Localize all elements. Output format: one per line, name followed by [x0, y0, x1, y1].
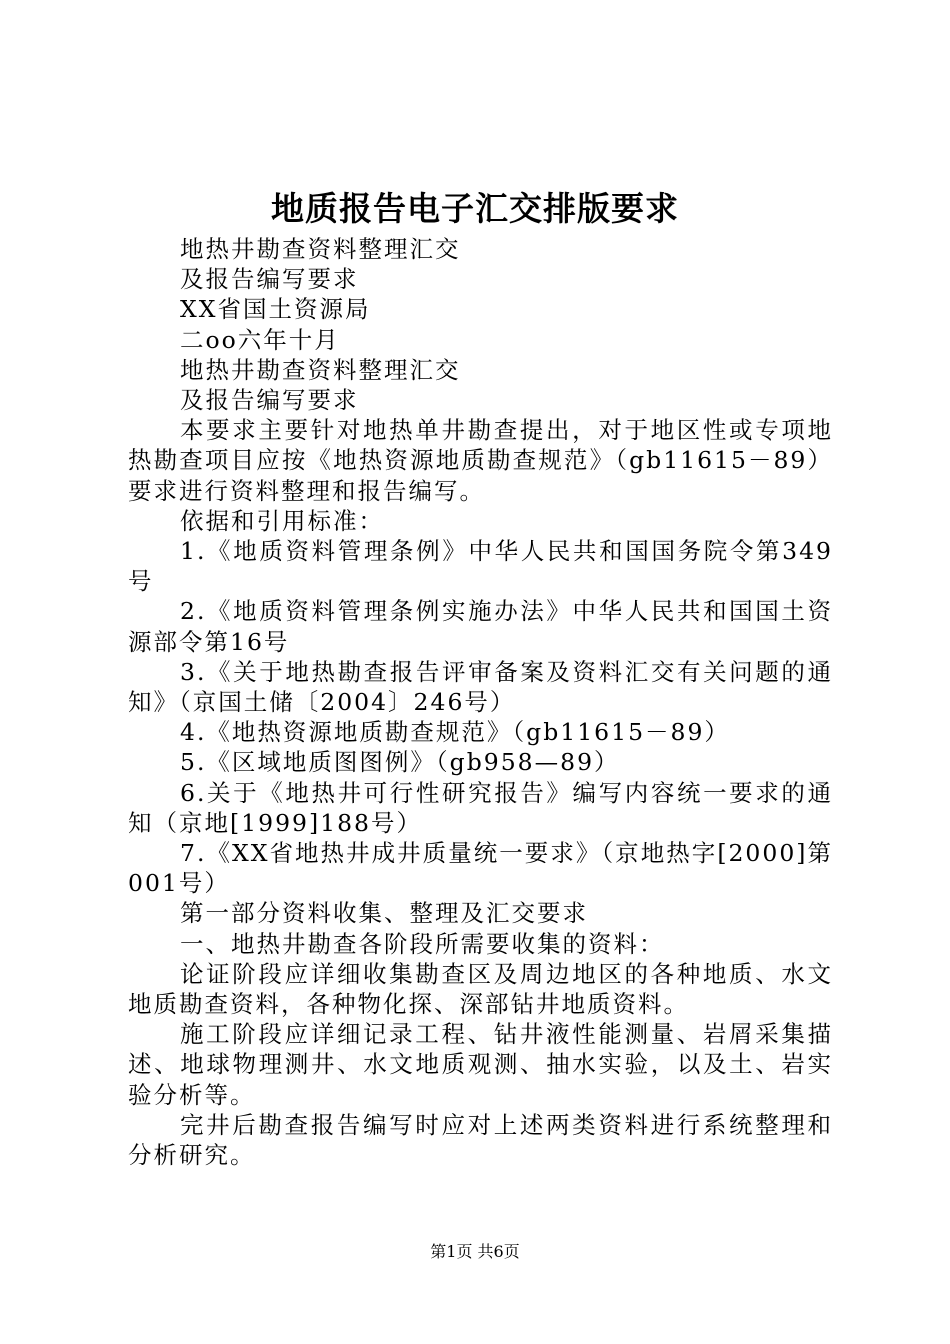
- reference-item: 3.《关于地热勘查报告评审备案及资料汇交有关问题的通知》（京国土储〔2004〕246号）: [128, 657, 833, 717]
- page-footer: 第1页 共6页: [430, 1242, 520, 1261]
- paragraph: 及报告编写要求: [180, 386, 359, 415]
- paragraph: 二oo六年十月: [180, 325, 340, 354]
- section-heading: 第一部分资料收集、整理及汇交要求: [180, 899, 588, 928]
- reference-item: 6.关于《地热井可行性研究报告》编写内容统一要求的通知（京地[1999]188号）: [128, 778, 833, 837]
- paragraph: 论证阶段应详细收集勘查区及周边地区的各种地质、水文地质勘查资料，各种物化探、深部钻井地质资料。: [128, 959, 833, 1019]
- reference-item: 2.《地质资料管理条例实施办法》中华人民共和国国土资源部令第16号: [128, 597, 833, 656]
- paragraph: 及报告编写要求: [180, 265, 359, 294]
- subsection-heading: 一、地热井勘查各阶段所需要收集的资料：: [180, 929, 665, 958]
- reference-item: 1.《地质资料管理条例》中华人民共和国国务院令第349号: [128, 537, 833, 596]
- paragraph: 本要求主要针对地热单井勘查提出，对于地区性或专项地热勘查项目应按《地热资源地质勘查规范》（gb11615－89）要求进行资料整理和报告编写。: [128, 416, 833, 505]
- paragraph: 地热井勘查资料整理汇交: [180, 355, 461, 384]
- reference-item: 5.《区域地质图图例》（gb958—89）: [180, 748, 620, 777]
- paragraph: 依据和引用标准：: [180, 506, 384, 535]
- paragraph: 完井后勘查报告编写时应对上述两类资料进行系统整理和分析研究。: [128, 1110, 833, 1170]
- reference-item: 7.《XX省地热井成井质量统一要求》（京地热字[2000]第001号）: [128, 839, 833, 898]
- paragraph: 施工阶段应详细记录工程、钻井液性能测量、岩屑采集描述、地球物理测井、水文地质观测、抽水实验，以及土、岩实验分析等。: [128, 1020, 833, 1109]
- document-body: [128, 234, 833, 1170]
- document-title: 地质报告电子汇交排版要求: [271, 189, 679, 228]
- reference-item: 4.《地热资源地质勘查规范》（gb11615－89）: [180, 718, 730, 747]
- paragraph: 地热井勘查资料整理汇交: [180, 235, 461, 263]
- paragraph: XX省国土资源局: [180, 295, 371, 324]
